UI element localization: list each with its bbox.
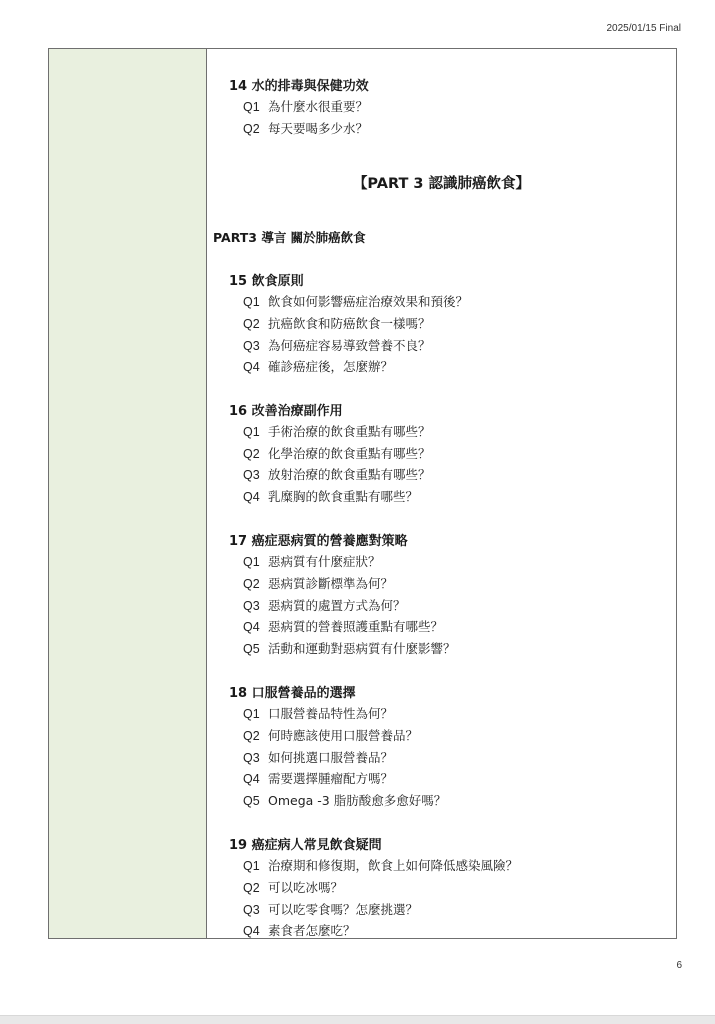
question-number: Q4 — [243, 772, 260, 786]
question-text: 化學治療的飲食重點有哪些？ — [268, 446, 431, 461]
question-item — [243, 119, 368, 137]
question-number: Q1 — [243, 425, 260, 439]
question-number: Q1 — [243, 295, 260, 309]
question-item — [243, 97, 368, 115]
question-text: 飲食如何影響癌症治療效果和預後？ — [268, 294, 469, 309]
question-item — [243, 921, 356, 938]
question-item — [243, 856, 518, 874]
question-item — [243, 704, 393, 722]
question-text: Omega -3 脂肪酸愈多愈好嗎？ — [268, 793, 447, 808]
question-text: 何時應該使用口服營養品？ — [268, 728, 419, 743]
section-heading: 17 癌症惡病質的營養應對策略 — [229, 534, 408, 549]
question-number: Q1 — [243, 100, 260, 114]
question-text: 為什麼水很重要？ — [268, 99, 369, 114]
outline-table — [48, 48, 677, 939]
question-text: 每天要喝多少水？ — [268, 121, 369, 136]
question-number: Q3 — [243, 468, 260, 482]
question-number: Q1 — [243, 707, 260, 721]
question-number: Q2 — [243, 317, 260, 331]
question-text: 抗癌飲食和防癌飲食一樣嗎？ — [268, 316, 431, 331]
page-number: 6 — [676, 960, 682, 971]
question-item — [243, 465, 431, 483]
question-item — [243, 336, 431, 354]
question-item — [243, 487, 418, 505]
question-text: 乳糜胸的飲食重點有哪些？ — [268, 489, 419, 504]
question-number: Q4 — [243, 620, 260, 634]
question-text: 素食者怎麼吃？ — [268, 923, 356, 938]
part-intro: PART3 導言 關於肺癌飲食 — [213, 230, 366, 245]
question-number: Q2 — [243, 122, 260, 136]
question-item — [243, 574, 393, 592]
section-heading: 14 水的排毒與保健功效 — [229, 79, 369, 94]
question-text: 惡病質有什麼症狀？ — [268, 554, 381, 569]
question-item — [243, 878, 343, 896]
question-item — [243, 292, 468, 310]
question-item — [243, 791, 446, 809]
question-item — [243, 314, 431, 332]
part-title: 【PART 3 認識肺癌飲食】 — [352, 176, 531, 192]
section-heading: 18 口服營養品的選擇 — [229, 686, 356, 701]
question-number: Q2 — [243, 577, 260, 591]
outline-content — [207, 49, 676, 938]
question-text: 口服營養品特性為何？ — [268, 706, 394, 721]
question-number: Q3 — [243, 599, 260, 613]
question-number: Q1 — [243, 859, 260, 873]
question-number: Q3 — [243, 751, 260, 765]
question-text: 惡病質的營養照護重點有哪些？ — [268, 619, 444, 634]
section-heading: 15 飲食原則 — [229, 274, 304, 289]
question-text: 需要選擇腫瘤配方嗎？ — [268, 771, 394, 786]
question-item — [243, 639, 456, 657]
question-text: 放射治療的飲食重點有哪些？ — [268, 467, 431, 482]
question-item — [243, 617, 443, 635]
question-text: 手術治療的飲食重點有哪些？ — [268, 424, 431, 439]
question-number: Q5 — [243, 642, 260, 656]
question-number: Q5 — [243, 794, 260, 808]
question-number: Q4 — [243, 360, 260, 374]
question-text: 活動和運動對惡病質有什麼影響？ — [268, 641, 456, 656]
question-text: 如何挑選口服營養品？ — [268, 750, 394, 765]
question-item — [243, 552, 381, 570]
header-date-status: 2025/01/15 Final — [606, 23, 681, 34]
question-number: Q4 — [243, 490, 260, 504]
question-item — [243, 748, 393, 766]
question-text: 惡病質的處置方式為何？ — [268, 598, 406, 613]
viewer-bottom-edge — [0, 1015, 715, 1024]
question-number: Q3 — [243, 339, 260, 353]
question-text: 可以吃零食嗎？怎麼挑選？ — [268, 902, 419, 917]
question-number: Q4 — [243, 924, 260, 938]
question-item — [243, 726, 418, 744]
question-text: 確診癌症後，怎麼辦？ — [268, 359, 394, 374]
question-number: Q2 — [243, 881, 260, 895]
question-number: Q1 — [243, 555, 260, 569]
question-number: Q3 — [243, 903, 260, 917]
section-heading: 16 改善治療副作用 — [229, 404, 343, 419]
question-text: 為何癌症容易導致營養不良？ — [268, 338, 431, 353]
question-text: 治療期和修復期，飲食上如何降低感染風險？ — [268, 858, 519, 873]
question-item — [243, 444, 431, 462]
question-item — [243, 900, 418, 918]
question-item — [243, 357, 393, 375]
question-text: 惡病質診斷標準為何？ — [268, 576, 394, 591]
question-item — [243, 769, 393, 787]
question-item — [243, 422, 431, 440]
question-number: Q2 — [243, 447, 260, 461]
question-text: 可以吃冰嗎？ — [268, 880, 344, 895]
question-number: Q2 — [243, 729, 260, 743]
question-item — [243, 596, 406, 614]
left-shaded-column — [49, 49, 207, 938]
section-heading: 19 癌症病人常見飲食疑問 — [229, 838, 382, 853]
